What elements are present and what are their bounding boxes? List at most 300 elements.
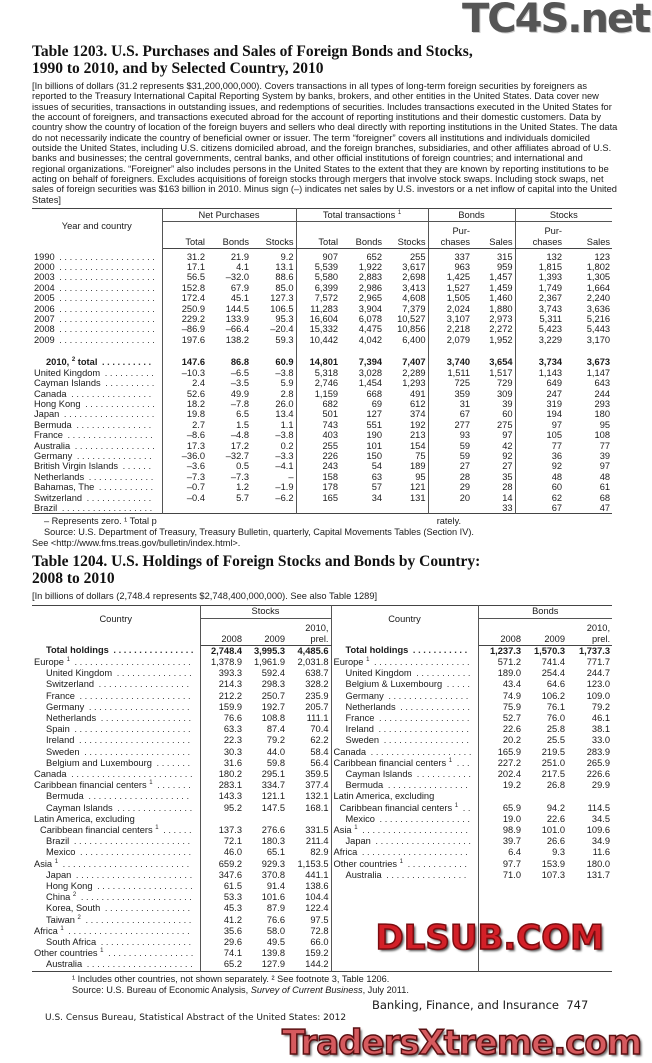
data-cell: 254.4 [541, 668, 565, 679]
data-cell: 4,608 [384, 293, 428, 303]
row-label [32, 713, 200, 724]
row-label [32, 357, 162, 367]
data-cell: 929.3 [261, 858, 285, 869]
data-cell: –36.0 [181, 450, 205, 461]
row-label [32, 314, 162, 324]
data-cell: 92 [472, 451, 515, 461]
data-cell: 743 [322, 419, 339, 430]
data-cell: 1,952 [472, 335, 515, 345]
data-cell: 963 [454, 262, 471, 273]
data-cell: 26.0 [251, 399, 296, 409]
table-row [32, 780, 612, 791]
data-cell: 202.4 [497, 768, 521, 779]
data-cell: 76.6 [266, 914, 285, 925]
data-cell: 0.2 [251, 441, 296, 451]
data-cell: 49.9 [230, 388, 249, 399]
data-cell: 93 [459, 430, 471, 441]
watermark-tc4s-logo: TC4S.net [462, 0, 650, 42]
data-cell: 1,961.9 [253, 656, 285, 667]
data-cell: 152.8 [181, 282, 205, 293]
row-label [32, 262, 162, 272]
data-cell: 109.6 [586, 824, 611, 835]
data-cell: 3,413 [384, 283, 428, 293]
table-row [32, 324, 612, 334]
data-cell [567, 892, 612, 903]
data-cell [207, 503, 251, 514]
leader-dots: . . . . . . . . . . . . . . . . [385, 690, 469, 701]
row-label-text: Brazil [34, 502, 58, 513]
row-label-text: Sweden [345, 735, 380, 746]
data-cell [523, 903, 567, 914]
data-cell: 319 [546, 398, 563, 409]
source-line [32, 985, 618, 996]
data-cell: 98.9 [502, 824, 521, 835]
data-cell: 217.5 [541, 768, 565, 779]
table-1204 [32, 605, 612, 972]
data-cell [523, 892, 567, 903]
footnote-marker: 1 [66, 656, 70, 663]
leader-dots: . . . . . . . . . . . . . . . . . . . . . . . . . [60, 858, 190, 869]
row-label-text [334, 926, 336, 936]
table-row [32, 482, 612, 492]
data-cell: 31 [459, 398, 471, 409]
row-label-text: China $^2$ [46, 892, 77, 903]
row-label [331, 758, 478, 769]
group-header-bonds: Bonds [428, 209, 515, 222]
data-cell: 108.8 [261, 712, 285, 723]
leader-dots: . . . . . . . . . . . . . . . . [72, 440, 155, 451]
row-label-text: Japan [345, 836, 371, 847]
data-cell: 1,459 [472, 283, 515, 293]
data-cell: 48 [551, 471, 563, 482]
data-cell: 44.0 [266, 746, 285, 757]
leader-dots: . . . [454, 757, 470, 768]
data-cell: 649 [546, 378, 563, 389]
column-header: Sales [564, 222, 612, 249]
data-cell: 77 [551, 440, 563, 451]
data-cell: 19.8 [186, 409, 205, 420]
data-cell: 3,904 [358, 303, 383, 314]
row-label [32, 657, 200, 668]
data-cell: 79.2 [266, 735, 285, 746]
leader-dots: . . . . . . . . . . . . . . . . . . . . . . . [73, 869, 193, 880]
data-cell: 76.0 [546, 712, 565, 723]
data-cell: 56.5 [186, 272, 205, 283]
data-cell: 2,367 [538, 293, 563, 304]
row-label-text: Korea, South [46, 903, 101, 914]
footnote-marker: 1 [366, 656, 370, 663]
data-cell: 3,107 [446, 314, 471, 325]
data-cell: 180.0 [586, 858, 611, 869]
row-label [32, 836, 200, 847]
data-cell: 1,737.3 [579, 645, 611, 656]
row-label-text [334, 915, 336, 925]
data-cell: 22.3 [223, 735, 242, 746]
table-row [32, 859, 612, 870]
data-cell: 67.9 [230, 282, 249, 293]
leader-dots: . . . . . . . . . . . . . . . . . . . . . . [76, 735, 191, 746]
data-cell [478, 959, 523, 971]
data-cell: 59 [459, 450, 471, 461]
row-label-text: Netherlands [46, 712, 97, 723]
column-header-year: 2009 [523, 618, 567, 645]
data-cell: 121.1 [261, 791, 285, 802]
row-label [32, 399, 162, 409]
row-label-text: Australia [34, 440, 71, 451]
footnote-line: ¹ Includes other countries, not shown separately. ² See footnote 3, Table 1206. [72, 973, 390, 984]
data-cell: –3.5 [230, 378, 249, 389]
row-label [32, 948, 200, 959]
data-cell: 76.1 [546, 701, 565, 712]
leader-dots: . . . . . . . . . . . [413, 668, 471, 679]
data-cell: 16,604 [309, 314, 339, 325]
data-cell: 15,332 [309, 324, 339, 335]
data-cell: 43.4 [502, 679, 521, 690]
data-cell: 95 [599, 419, 611, 430]
data-cell: 5,580 [314, 272, 339, 283]
row-label [331, 780, 478, 791]
data-cell: 9.3 [552, 847, 565, 858]
row-label-text [334, 892, 336, 902]
data-cell: 13.4 [251, 409, 296, 419]
data-cell: 4,042 [358, 334, 383, 345]
data-cell: 132 [546, 251, 563, 262]
data-cell: 2,986 [358, 282, 383, 293]
table-row [32, 389, 612, 399]
data-cell: –86.9 [181, 324, 205, 335]
data-cell: 6.5 [236, 409, 249, 420]
data-cell: 571.2 [497, 656, 521, 667]
data-cell: 95.3 [251, 314, 296, 324]
data-cell: –7.8 [230, 398, 249, 409]
data-cell: 131.7 [586, 869, 611, 880]
watermark-dlsub-logo: DLSUB.COM [375, 917, 604, 958]
section-name: Banking, Finance, and Insurance [372, 997, 559, 1012]
data-cell: 19.0 [502, 813, 521, 824]
row-label [32, 645, 200, 657]
data-cell: 29.9 [591, 780, 611, 791]
data-cell: 92 [551, 461, 563, 472]
data-cell: 38.1 [591, 724, 611, 735]
row-label-text: Belgium and Luxembourg [46, 757, 152, 768]
footnote-marker: 1 [354, 824, 358, 831]
row-label-text: Other countries $^1$ [34, 948, 104, 959]
table-row [32, 399, 612, 409]
data-cell: 60 [472, 409, 515, 419]
row-label-text: Hong Kong [34, 398, 81, 409]
row-label [32, 679, 200, 690]
data-cell: –6.2 [251, 493, 296, 503]
data-cell: 0.5 [236, 461, 249, 472]
leader-dots: . . . . . [444, 679, 470, 690]
source-publication: Survey of Current Business [250, 984, 363, 995]
data-cell: 30.3 [223, 746, 242, 757]
row-label [32, 780, 200, 791]
data-cell: 1,815 [538, 262, 563, 273]
data-cell: 114.5 [587, 802, 611, 813]
row-label-text: Germany [345, 690, 384, 701]
table-1203-headnote: [In billions of dollars (31.2 represents $31,200,000,000). Covers transactions in all types of long-term foreign securities by foreigners as reported to the Treasury International Capital Reporting System by banks, brokers, and other entities in the United States. Data cover new issues of securities, transactions in outstanding issues, and redemptions of securities. Includes transactions executed in the United States for the account of foreigners, and transactions executed abroad for the account of reporting institutions and their domestic customers. Data by country show the country of location of the foreign buyers and sellers who deal directly with reporting institutions in the United States. The data do not necessarily indicate the country of beneficial owner or issuer. The term “foreigner” covers all institutions and individuals domiciled outside the United States, including U.S. citizens domiciled abroad, and the foreign branches, subsidiaries, and other affiliates abroad of U.S. banks and businesses; the central governments, central banks, and other official institutions of foreign countries; and international and regional organizations. “Foreigner” also includes persons in the United States to the extent that they are known by reporting institutions to be acting on behalf of foreigners. Excludes acquisitions of foreign stocks through mergers that involve stock swaps. Including stock swaps, net sales of foreign securities was $163 billion in 2010. Minus sign (–) indicates net sales by U.S. investors or a net inflow of capital into the United States] [32, 81, 618, 205]
data-cell: 18.2 [186, 398, 205, 409]
data-cell: 1,517 [472, 368, 515, 378]
data-cell: 67 [551, 502, 563, 513]
table-row [32, 430, 612, 440]
data-cell: 34 [371, 492, 383, 503]
data-cell: 959 [472, 262, 515, 272]
row-label [331, 702, 478, 713]
data-cell: 5.7 [236, 492, 249, 503]
row-label [331, 870, 478, 881]
data-cell [478, 903, 523, 914]
data-cell: 45.1 [230, 293, 249, 304]
footnote-marker: 1 [100, 948, 104, 955]
data-cell: 4.1 [236, 262, 249, 273]
data-cell: 612 [384, 399, 428, 409]
row-label [32, 409, 162, 419]
data-cell: 180.2 [218, 768, 242, 779]
row-label-text: Australia [46, 959, 83, 970]
row-label [32, 272, 162, 282]
row-label-text: Africa [333, 847, 358, 858]
row-label [32, 378, 162, 388]
row-label-text: Netherlands [345, 701, 396, 712]
row-label [32, 735, 200, 746]
table-row [32, 814, 612, 825]
leader-dots: . . . . . . . . . . . . . . . . . . . . . [359, 824, 469, 835]
data-cell: 33.0 [591, 735, 611, 746]
data-cell: 56.4 [287, 758, 331, 769]
data-cell: 70.4 [287, 724, 331, 735]
leader-dots: . . . . . . . . . . . . . . . . . . . . . . . [71, 724, 191, 735]
data-cell: 2,024 [446, 303, 471, 314]
table-row [32, 503, 612, 514]
leader-dots: . . . . . . . . . . . . . . . [114, 668, 192, 679]
data-cell: 1,159 [314, 388, 339, 399]
footnote-marker: 2 [77, 914, 81, 921]
data-cell [567, 881, 612, 892]
data-cell: 101.6 [261, 892, 285, 903]
row-label [331, 814, 478, 825]
data-cell: 276.6 [261, 824, 285, 835]
leader-dots: . . . . . . . . . . . . . . . . . . . . . . [78, 892, 192, 903]
data-cell: 63 [371, 471, 383, 482]
leader-dots: . . . . . . . . . . . . . . . . [383, 869, 467, 880]
data-cell: 72.8 [287, 926, 331, 937]
row-label-text: Europe $^1$ [34, 656, 70, 667]
row-label-text: Total holdings [46, 645, 109, 656]
data-cell: 127.3 [251, 293, 296, 303]
data-cell: 192 [384, 420, 428, 430]
data-cell: 39.7 [502, 836, 521, 847]
row-label-text: Germany [34, 450, 73, 461]
leader-dots: . . . . . . . . . . . . . . . [74, 450, 152, 461]
data-cell: 501 [322, 409, 339, 420]
row-label-text: Bahamas, The [34, 482, 95, 493]
data-cell [478, 892, 523, 903]
data-cell: 27 [472, 461, 515, 471]
data-cell: 101 [366, 440, 383, 451]
data-cell: 94.2 [546, 802, 565, 813]
group-label: Total transactions [322, 209, 396, 220]
data-cell: 1,749 [538, 282, 563, 293]
table-1203-title [32, 44, 618, 77]
table-row [32, 668, 612, 679]
data-cell: 192.7 [261, 701, 285, 712]
country-header-bonds: Country [331, 605, 478, 645]
leader-dots: . . . . . . . . . . . . . . . . . . . . [86, 701, 190, 712]
data-cell: –6.5 [230, 367, 249, 378]
leader-dots: . . . . . . . . . . . . . . . . . . . . [85, 791, 190, 802]
footnote-marker: 2 [71, 357, 76, 364]
data-cell: 1,460 [472, 293, 515, 303]
row-label-text: Switzerland [46, 679, 95, 690]
data-cell: –3.3 [251, 451, 296, 461]
data-cell: 3,743 [538, 303, 563, 314]
row-label-text: Caribbean financial centers $^1$ [333, 757, 453, 768]
data-cell: 741.4 [541, 656, 565, 667]
data-cell: 60 [551, 482, 563, 493]
data-cell: 39 [599, 450, 611, 461]
data-cell: 211.4 [287, 836, 331, 847]
table-row [32, 702, 612, 713]
data-cell: 3,995.3 [253, 645, 285, 656]
row-label [32, 482, 162, 492]
footnote-text: rately. [436, 516, 462, 527]
leader-dots: . . . . . . . . . . . . . . . . . [105, 948, 194, 959]
data-cell: 14,801 [309, 357, 339, 368]
table-row [32, 657, 612, 668]
row-label-text: Taiwan $^2$ [46, 914, 81, 925]
table-row [32, 758, 612, 769]
data-cell: 295.1 [261, 768, 285, 779]
row-label-text: Belgium & Luxembourg [345, 679, 443, 690]
table-row [32, 791, 612, 802]
table-row [32, 283, 612, 293]
leader-dots: . . . . . . . . . . . . . . . . . . . . . . [76, 690, 191, 701]
group-header-bonds: Bonds [478, 605, 612, 618]
column-header: Bonds [340, 222, 384, 249]
column-header-year: 2008 [200, 618, 244, 645]
data-cell: 328.2 [287, 679, 331, 690]
data-cell: 108 [594, 430, 611, 441]
row-label-text: Spain [46, 724, 70, 735]
data-cell: 2,272 [472, 324, 515, 334]
data-cell: 189.0 [497, 668, 521, 679]
leader-dots: . . . . . . . . . . . [96, 482, 154, 493]
data-cell: 180 [594, 409, 611, 420]
data-cell: 165.9 [497, 746, 521, 757]
data-cell: 105 [546, 430, 563, 441]
data-cell: 1.1 [251, 420, 296, 430]
leader-dots: . . . . . . . . . . . . . . . . . . . . . . [77, 847, 192, 858]
leader-dots: . . . . . . . [154, 780, 191, 791]
row-label [32, 803, 200, 814]
data-cell: 1,802 [586, 262, 611, 273]
data-cell: 2.4 [192, 378, 205, 389]
data-cell: 61.5 [223, 880, 242, 891]
leader-dots: . . . . . . . . . . . . . . . . . . . . . . . . [68, 768, 193, 779]
leader-dots: . . . . . . [160, 824, 192, 835]
data-cell: 75.9 [502, 701, 521, 712]
leader-dots: . . . . . . . . . . . . . . . . . . . . . . . [71, 656, 191, 667]
data-cell: 72.1 [223, 836, 242, 847]
row-label [32, 859, 200, 870]
row-label [32, 959, 200, 971]
data-cell: 370.8 [261, 869, 285, 880]
group-header-stocks: Stocks [200, 605, 331, 618]
row-label [32, 389, 162, 399]
leader-dots: . . . . . . . . . . . . . . . . . . [376, 813, 470, 824]
data-cell [567, 903, 612, 914]
data-cell: –7.3 [186, 471, 205, 482]
data-cell: 86.8 [230, 357, 249, 368]
column-header-year: 2008 [478, 618, 523, 645]
row-label-text: Sweden [46, 746, 80, 757]
data-cell: –4.8 [230, 430, 249, 441]
table-row [32, 713, 612, 724]
data-cell: 4,485.6 [287, 645, 331, 657]
data-cell: 592.4 [261, 668, 285, 679]
data-cell: 139.8 [261, 948, 285, 959]
watermark-tradersxtreme-logo: TradersXtreme.com [282, 1022, 642, 1063]
row-label-text: 2007 [34, 314, 55, 325]
data-cell: 71.0 [502, 869, 521, 880]
row-label [32, 892, 200, 903]
data-cell: 54 [371, 461, 383, 472]
row-label [331, 803, 478, 814]
page-number: 747 [566, 997, 589, 1012]
data-cell: 2,748.4 [210, 645, 242, 656]
data-cell: 197.6 [181, 334, 205, 345]
data-cell: 64.6 [546, 679, 565, 690]
data-cell: 226.6 [586, 768, 611, 779]
data-cell: 251.0 [541, 757, 565, 768]
data-cell: 66.0 [287, 937, 331, 948]
data-cell: 11,283 [310, 303, 339, 314]
leader-dots: . . . . . . . . . . . . . . . . . . . . . [359, 847, 468, 858]
data-cell: 62.2 [287, 735, 331, 746]
row-label [32, 926, 200, 937]
row-label-text [334, 959, 336, 969]
data-cell: 235.9 [287, 691, 331, 702]
data-cell: 26.6 [546, 836, 565, 847]
data-cell: 138.6 [287, 881, 331, 892]
row-label [32, 451, 162, 461]
leader-dots: . . . . . . . . . . . . . . [397, 701, 470, 712]
row-label-text: Canada [34, 388, 67, 399]
leader-dots: . . . . . . . . . . [102, 378, 155, 389]
title-line: 2008 to 2010 [32, 569, 115, 587]
column-header: Pur- chases [515, 222, 564, 249]
row-label-text: 2000 [34, 262, 55, 273]
table-row [32, 420, 612, 430]
data-cell: 377.4 [287, 780, 331, 791]
data-cell: 77 [599, 440, 611, 451]
row-label [32, 881, 200, 892]
data-cell: 3,636 [586, 303, 611, 314]
table-row [32, 836, 612, 847]
data-cell: 2,883 [358, 272, 383, 283]
leader-dots: . . . . . . . . . . . . . . . . . . . . . [82, 914, 192, 925]
row-label [32, 758, 200, 769]
row-label [32, 430, 162, 440]
data-cell: 21.9 [230, 251, 249, 262]
row-label [331, 668, 478, 679]
data-cell: 144.2 [287, 959, 331, 971]
data-cell: 153.9 [541, 858, 565, 869]
table-row [32, 368, 612, 378]
row-label-text: Bermuda [46, 791, 84, 802]
